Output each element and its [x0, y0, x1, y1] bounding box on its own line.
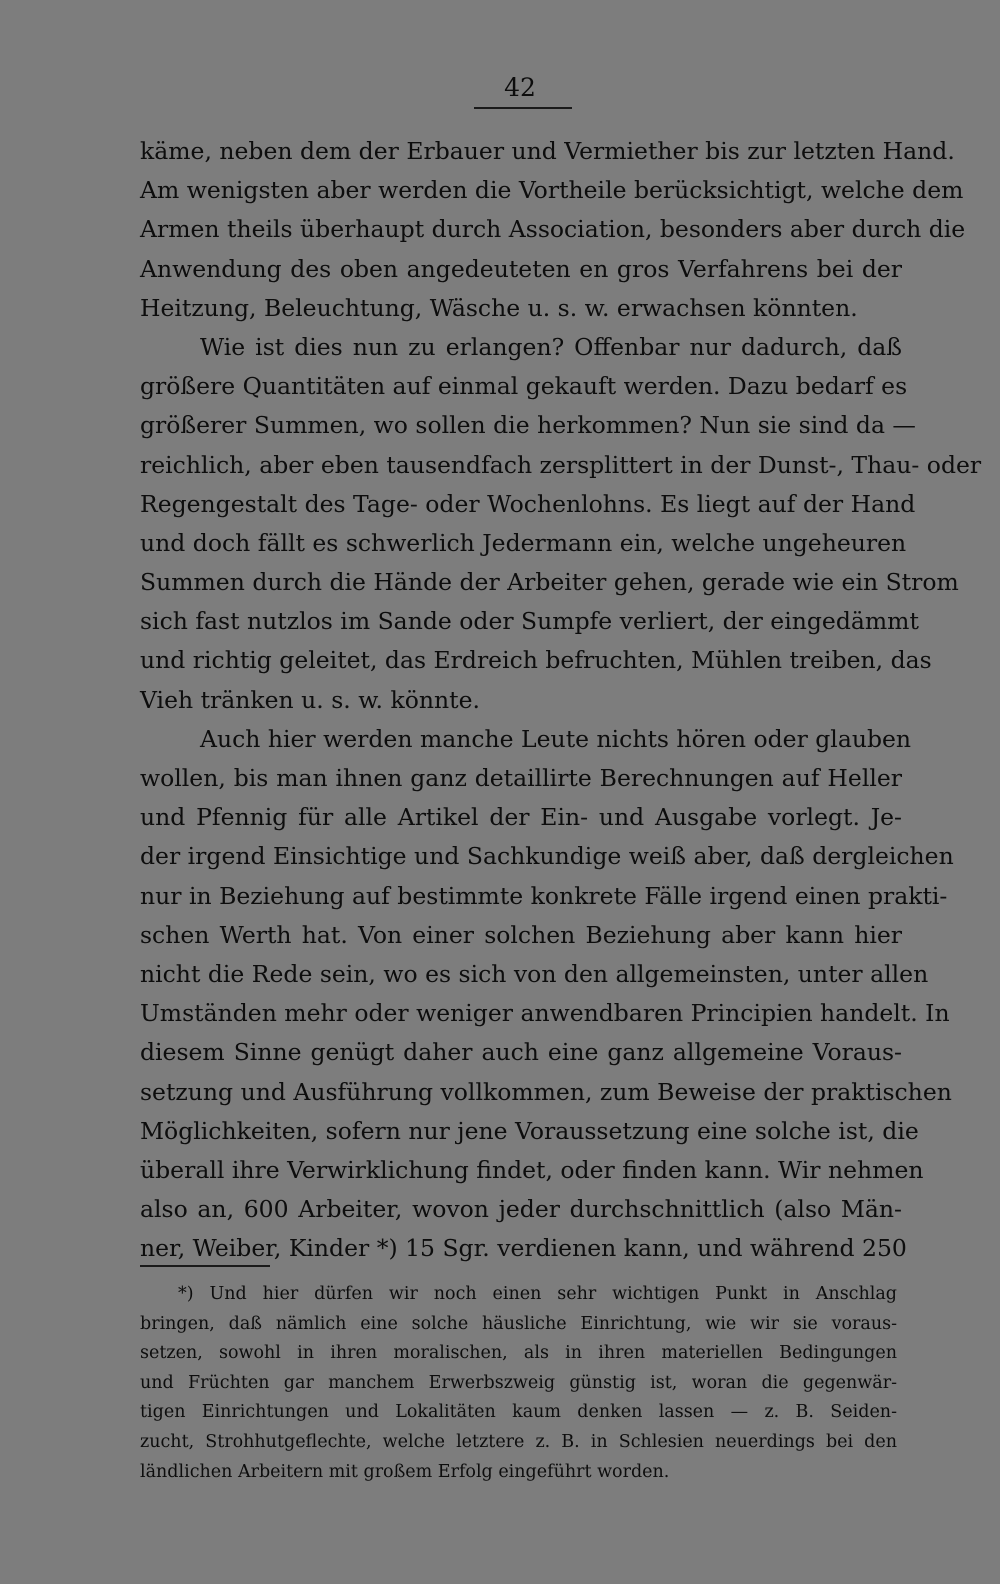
footnote-line: setzen, sowohl in ihren moralischen, als in ihren materiellen Bedingungen	[140, 1343, 897, 1364]
footnote-line: und Früchten gar manchem Erwerbszweig günstig ist, woran die gegenwär-	[140, 1372, 897, 1393]
text-line: käme, neben dem der Erbauer und Vermiether bis zur letzten Hand.	[140, 137, 955, 165]
footnote-line: tigen Einrichtungen und Lokalitäten kaum denken lassen — z. B. Seiden-	[140, 1402, 897, 1423]
text-line: und richtig geleitet, das Erdreich befruchten, Mühlen treiben, das	[140, 646, 932, 675]
text-line: Heitzung, Beleuchtung, Wäsche u. s. w. erwachsen könnten.	[140, 293, 858, 322]
text-line: und Pfennig für alle Artikel der Ein- und Ausgabe vorlegt. Je-	[140, 803, 902, 832]
text-line: nur in Beziehung auf bestimmte konkrete Fälle irgend einen prakti-	[140, 881, 948, 910]
text-line: wollen, bis man ihnen ganz detaillirte Berechnungen auf Heller	[140, 764, 902, 792]
footnote-line: bringen, daß nämlich eine solche häusliche Einrichtung, wie wir sie voraus-	[140, 1313, 897, 1334]
text-line: Vieh tränken u. s. w. könnte.	[140, 685, 480, 714]
text-line: nicht die Rede sein, wo es sich von den allgemeinsten, unter allen	[140, 959, 929, 988]
text-line: größerer Summen, wo sollen die herkommen? Nun sie sind da —	[140, 411, 916, 440]
text-line: Umständen mehr oder weniger anwendbaren Principien handelt. In	[140, 999, 950, 1028]
text-line: sich fast nutzlos im Sande oder Sumpfe verliert, der eingedämmt	[140, 607, 919, 636]
page-number: 42	[504, 73, 536, 102]
text-line: diesem Sinne genügt daher auch eine ganz allgemeine Voraus-	[140, 1038, 902, 1067]
text-line: schen Werth hat. Von einer solchen Beziehung aber kann hier	[140, 920, 902, 949]
text-line: Möglichkeiten, sofern nur jene Voraussetzung eine solche ist, die	[140, 1116, 919, 1145]
text-line: der irgend Einsichtige und Sachkundige weiß aber, daß dergleichen	[140, 842, 954, 871]
footnote-line: zucht, Strohhutgeflechte, welche letztere z. B. in Schlesien neuerdings bei den	[140, 1431, 897, 1452]
main-text	[140, 132, 982, 1268]
page-number-rule	[474, 107, 572, 109]
text-line: Armen theils überhaupt durch Association, besonders aber durch die	[140, 215, 966, 244]
text-line: Am wenigsten aber werden die Vortheile berücksichtigt, welche dem	[140, 176, 964, 205]
footnote-line: ländlichen Arbeitern mit großem Erfolg eingeführt worden.	[140, 1461, 670, 1482]
footnote-line: *) Und hier dürfen wir noch einen sehr wichtigen Punkt in Anschlag	[178, 1284, 897, 1304]
text-line: setzung und Ausführung vollkommen, zum Beweise der praktischen	[140, 1077, 952, 1106]
text-line: Summen durch die Hände der Arbeiter gehen, gerade wie ein Strom	[140, 568, 959, 597]
text-line: größere Quantitäten auf einmal gekauft werden. Dazu bedarf es	[140, 372, 908, 401]
text-line: Anwendung des oben angedeuteten en gros Verfahrens bei der	[140, 254, 902, 283]
text-line: also an, 600 Arbeiter, wovon jeder durchschnittlich (also Män-	[140, 1195, 902, 1224]
text-line: Regengestalt des Tage- oder Wochenlohns. Es liegt auf der Hand	[140, 489, 916, 518]
footnote-rule	[140, 1265, 270, 1267]
text-line: reichlich, aber eben tausendfach zersplittert in der Dunst-, Thau- oder	[140, 450, 982, 479]
text-line: überall ihre Verwirklichung findet, oder finden kann. Wir nehmen	[140, 1155, 924, 1184]
text-line: ner, Weiber, Kinder *) 15 Sgr. verdienen kann, und während 250	[140, 1234, 907, 1263]
footnote	[140, 1280, 897, 1487]
text-line: und doch fällt es schwerlich Jedermann ein, welche ungeheuren	[140, 528, 907, 557]
text-line: Auch hier werden manche Leute nichts hören oder glauben	[200, 724, 912, 753]
text-line: Wie ist dies nun zu erlangen? Offenbar nur dadurch, daß	[200, 332, 902, 361]
